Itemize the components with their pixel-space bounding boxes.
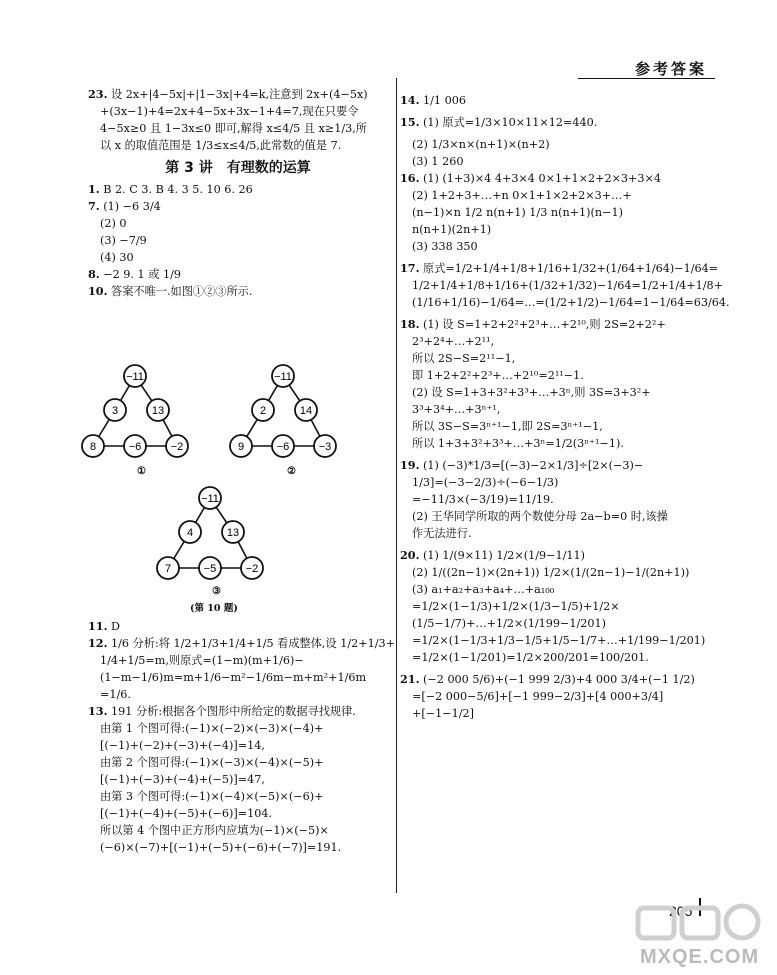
answer-line <box>88 103 388 120</box>
answer-text: 4−5x≥0 且 1−3x≤0 即可,解得 x≤4/5 且 x≥1/3,所 <box>100 122 367 135</box>
answer-line <box>88 232 388 249</box>
answer-text: D <box>111 620 121 633</box>
answer-text: 2³+2⁴+…+2¹¹, <box>412 335 495 348</box>
answer-text: (4) 30 <box>100 251 134 264</box>
diagram-node-value: −5 <box>203 563 217 575</box>
answer-text: (1/16+1/16)−1/64=…=(1/2+1/2)−1/64=1−1/64=63/64. <box>412 296 730 309</box>
diagram-node-value: −6 <box>128 441 142 453</box>
triangle-diagram <box>80 362 200 472</box>
answer-text: 所以 1+3+3²+3³+…+3ⁿ=1/2(3ⁿ⁺¹−1). <box>412 437 624 450</box>
answer-line <box>400 238 710 255</box>
answer-text: (1) 原式=1/3×10×11×12=440. <box>423 116 598 129</box>
answer-line <box>400 294 730 311</box>
answer-text: 答案不唯一.如图①②③所示. <box>111 285 253 298</box>
answer-line <box>88 788 388 805</box>
answer-line <box>88 771 388 788</box>
answer-line <box>88 215 388 232</box>
column-divider <box>396 78 397 893</box>
answer-text: =−11/3×(−3/19)=11/19. <box>412 493 554 506</box>
answer-line <box>400 260 719 277</box>
answer-text: (1) (−3)*1/3=[(−3)−2×1/3]÷[2×(−3)− <box>423 459 644 472</box>
answer-line <box>88 160 388 177</box>
answer-text: (1) 1/(9×11) 1/2×(1/9−1/11) <box>423 549 585 562</box>
answer-text: 191 分析:根据各个图形中所给定的数据寻找规律. <box>111 705 356 718</box>
answer-text: (2) 王华同学所取的两个数使分母 2a−b=0 时,该操 <box>412 510 668 523</box>
figure-3 <box>155 484 280 598</box>
figure-2-label: ② <box>287 466 296 477</box>
answer-line <box>400 649 710 666</box>
answer-line <box>88 805 388 822</box>
answer-line <box>88 120 388 137</box>
diagram-node-value: −2 <box>245 563 259 575</box>
diagram-node-value: 9 <box>237 441 245 453</box>
diagram-node-value: −11 <box>274 371 292 383</box>
answer-line <box>88 635 395 652</box>
answer-line <box>400 333 710 350</box>
answer-text: (2) 1/((2n−1)×(2n+1)) 1/2×(1/(2n−1)−1/(2n+1)) <box>412 566 690 579</box>
diagram-node-value: 8 <box>89 441 97 453</box>
answer-text: =1/2×(1−1/3+1/3−1/5+1/5−1/7+…+1/199−1/201) <box>412 634 706 647</box>
answer-line <box>400 632 710 649</box>
answer-line <box>400 221 710 238</box>
diagram-node-value: −6 <box>276 441 290 453</box>
question-number: 16. <box>400 171 420 185</box>
answer-text: 1/1 006 <box>423 94 466 107</box>
answer-line <box>400 277 723 294</box>
answer-line <box>400 316 710 333</box>
header-title: 参考答案 <box>634 60 707 78</box>
answer-line <box>400 367 710 384</box>
watermark-text: MXQE.COM <box>640 946 760 968</box>
answer-line <box>400 435 710 452</box>
answer-line <box>400 491 710 508</box>
question-number: 13. <box>88 704 108 718</box>
answer-text: 所以第 4 个图中正方形内应填为(−1)×(−5)× <box>100 824 329 837</box>
answer-line <box>88 283 388 300</box>
answer-text: 作无法进行. <box>412 527 472 540</box>
answer-text: 以 x 的取值范围是 1/3≤x≤4/5,此常数的值是 7. <box>100 139 342 152</box>
answer-text: (3) −7/9 <box>100 234 147 247</box>
answer-line <box>400 187 710 204</box>
figure-1-label: ① <box>137 466 146 477</box>
answer-text: 设 2x+|4−5x|+|1−3x|+4=k,注意到 2x+(4−5x) <box>111 88 368 101</box>
question-number: 1. <box>88 182 100 196</box>
question-number: 11. <box>88 619 108 633</box>
answer-line <box>400 170 710 187</box>
question-number: 8. <box>88 267 100 281</box>
left-column-top <box>88 86 388 300</box>
answer-line <box>400 114 710 131</box>
answer-text: (2) 0 <box>100 217 127 230</box>
answer-line <box>88 822 388 839</box>
diagram-node-value: 3 <box>111 405 119 417</box>
diagram-node-value: 2 <box>259 405 267 417</box>
diagram-node-value: 13 <box>151 405 165 417</box>
question-number: 20. <box>400 548 420 562</box>
answer-line <box>400 705 710 722</box>
question-number: 18. <box>400 317 420 331</box>
answer-text: =1/2×(1−1/3)+1/2×(1/3−1/5)+1/2× <box>412 600 620 613</box>
answer-line <box>400 457 710 474</box>
answer-text: (1) (1+3)×4 4+3×4 0×1+1×2+2×3+3×4 <box>423 172 662 185</box>
answer-line <box>400 418 710 435</box>
answer-text: (2) 1/3×n×(n+1)×(n+2) <box>412 138 550 151</box>
answer-line <box>88 618 388 635</box>
answer-line <box>88 720 388 737</box>
question-number: 7. <box>88 199 100 213</box>
answer-text: 1/4+1/5=m,则原式=(1−m)(m+1/6)− <box>100 654 304 667</box>
answer-line <box>88 839 388 856</box>
answer-text: =1/2×(1−1/201)=1/2×200/201=100/201. <box>412 651 649 664</box>
answer-line <box>400 508 710 525</box>
answer-line <box>400 350 710 367</box>
answer-text: 由第 1 个图可得:(−1)×(−2)×(−3)×(−4)+ <box>100 722 324 735</box>
answer-text: [(−1)+(−2)+(−3)+(−4)]=14, <box>100 739 265 752</box>
answer-line <box>88 266 388 283</box>
answer-line <box>400 474 710 491</box>
answer-line <box>88 86 388 103</box>
answer-text: (3) a₁+a₂+a₃+a₄+…+a₁₀₀ <box>412 583 555 596</box>
answer-text: (n−1)×n 1/2 n(n+1) 1/3 n(n+1)(n−1) <box>412 206 623 219</box>
answer-line <box>400 136 710 153</box>
diagram-node-value: −3 <box>318 441 332 453</box>
answer-text: (2) 设 S=1+3+3²+3³+…+3ⁿ,则 3S=3+3²+ <box>412 386 651 399</box>
diagram-node-value: 4 <box>186 527 194 539</box>
answer-text: −2 9. 1 或 1/9 <box>103 268 181 281</box>
answer-line <box>88 652 388 669</box>
answer-text: 由第 2 个图可得:(−1)×(−3)×(−4)×(−5)+ <box>100 756 324 769</box>
answer-line <box>88 686 388 703</box>
answer-text: 即 1+2+2²+2³+…+2¹⁰=2¹¹−1. <box>412 369 584 382</box>
answer-line <box>400 92 710 109</box>
answer-text: n(n+1)(2n+1) <box>412 223 492 236</box>
triangle-diagram <box>228 362 358 472</box>
answer-line <box>400 401 710 418</box>
question-number: 12. <box>88 636 108 650</box>
answer-text: B 2. C 3. B 4. 3 5. 10 6. 26 <box>103 183 253 196</box>
answer-line <box>88 181 388 198</box>
answer-line <box>400 581 710 598</box>
figure-caption: (第 10 题) <box>190 603 238 614</box>
answer-text: +[−1−1/2] <box>412 707 474 720</box>
answer-text: (1/5−1/7)+…+1/2×(1/199−1/201) <box>412 617 607 630</box>
answer-text: (3) 1 260 <box>412 155 464 168</box>
figure-2 <box>228 362 358 476</box>
answer-text: (3) 338 350 <box>412 240 478 253</box>
answer-line <box>400 525 710 542</box>
answer-text: 1/6 分析:将 1/2+1/3+1/4+1/5 看成整体,设 1/2+1/3+ <box>111 637 395 650</box>
diagram-node-value: 14 <box>299 405 313 417</box>
answer-line <box>88 737 388 754</box>
answer-text: 所以 2S−S=2¹¹−1, <box>412 352 516 365</box>
question-number: 21. <box>400 672 420 686</box>
diagram-node-value: 13 <box>226 527 240 539</box>
answer-line <box>400 598 710 615</box>
left-column-bottom <box>88 618 395 856</box>
answer-line <box>88 754 388 771</box>
answer-text: 3³+3⁴+…+3ⁿ⁺¹, <box>412 403 501 416</box>
answer-text: (1−m−1/6)m=m+1/6−m²−1/6m−m+m²+1/6m <box>100 671 367 684</box>
answer-line <box>400 153 710 170</box>
answer-line <box>400 547 710 564</box>
answer-line <box>88 137 388 154</box>
header-rule <box>578 78 715 79</box>
figure-3-label: ③ <box>212 586 221 597</box>
answer-text: (1) −6 3/4 <box>103 200 161 213</box>
question-number: 23. <box>88 87 108 101</box>
answer-text: 1/3]=(−3−2/3)÷(−6−1/3) <box>412 476 559 489</box>
answer-text: 第 3 讲 有理数的运算 <box>165 160 311 176</box>
answer-line <box>400 615 710 632</box>
triangle-diagram <box>155 484 280 594</box>
answer-line <box>400 384 710 401</box>
answer-line <box>400 564 710 581</box>
answer-text: (2) 1+2+3+…+n 0×1+1×2+2×3+…+ <box>412 189 632 202</box>
question-number: 17. <box>400 261 420 275</box>
answer-text: +(3x−1)+4=2x+4−5x+3x−1+4=7,现在只要令 <box>100 105 359 118</box>
diagram-node-value: 7 <box>164 563 172 575</box>
answer-text: 由第 3 个图可得:(−1)×(−4)×(−5)×(−6)+ <box>100 790 324 803</box>
answer-text: 所以 3S−S=3ⁿ⁺¹−1,即 2S=3ⁿ⁺¹−1, <box>412 420 603 433</box>
right-column <box>400 92 730 722</box>
answer-line <box>400 671 710 688</box>
answer-text: (−6)×(−7)+[(−1)+(−5)+(−6)+(−7)]=191. <box>100 841 342 854</box>
question-number: 10. <box>88 284 108 298</box>
answer-text: [(−1)+(−3)+(−4)+(−5)]=47, <box>100 773 265 786</box>
answer-text: [(−1)+(−4)+(−5)+(−6)]=104. <box>100 807 273 820</box>
answer-text: (1) 设 S=1+2+2²+2³+…+2¹⁰,则 2S=2+2²+ <box>423 318 666 331</box>
question-number: 14. <box>400 93 420 107</box>
answer-line <box>88 703 388 720</box>
diagram-node-value: −2 <box>170 441 184 453</box>
page-number: 205 <box>669 903 693 919</box>
answer-text: (−2 000 5/6)+(−1 999 2/3)+4 000 3/4+(−1 1/2) <box>423 673 695 686</box>
figure-1 <box>80 362 200 476</box>
answer-line <box>88 198 388 215</box>
answer-text: 1/2+1/4+1/8+1/16+(1/32+1/32)−1/64=1/2+1/4+1/8+ <box>412 279 723 292</box>
answer-line <box>88 669 388 686</box>
answer-text: =[−2 000−5/6]+[−1 999−2/3]+[4 000+3/4] <box>412 690 664 703</box>
answer-line <box>88 249 388 266</box>
question-number: 15. <box>400 115 420 129</box>
question-number: 19. <box>400 458 420 472</box>
answer-line <box>400 688 710 705</box>
answer-text: 原式=1/2+1/4+1/8+1/16+1/32+(1/64+1/64)−1/64= <box>423 262 719 275</box>
answer-line <box>400 204 710 221</box>
answer-text: =1/6. <box>100 688 131 701</box>
diagram-node-value: −11 <box>126 371 144 383</box>
diagram-node-value: −11 <box>201 493 219 505</box>
